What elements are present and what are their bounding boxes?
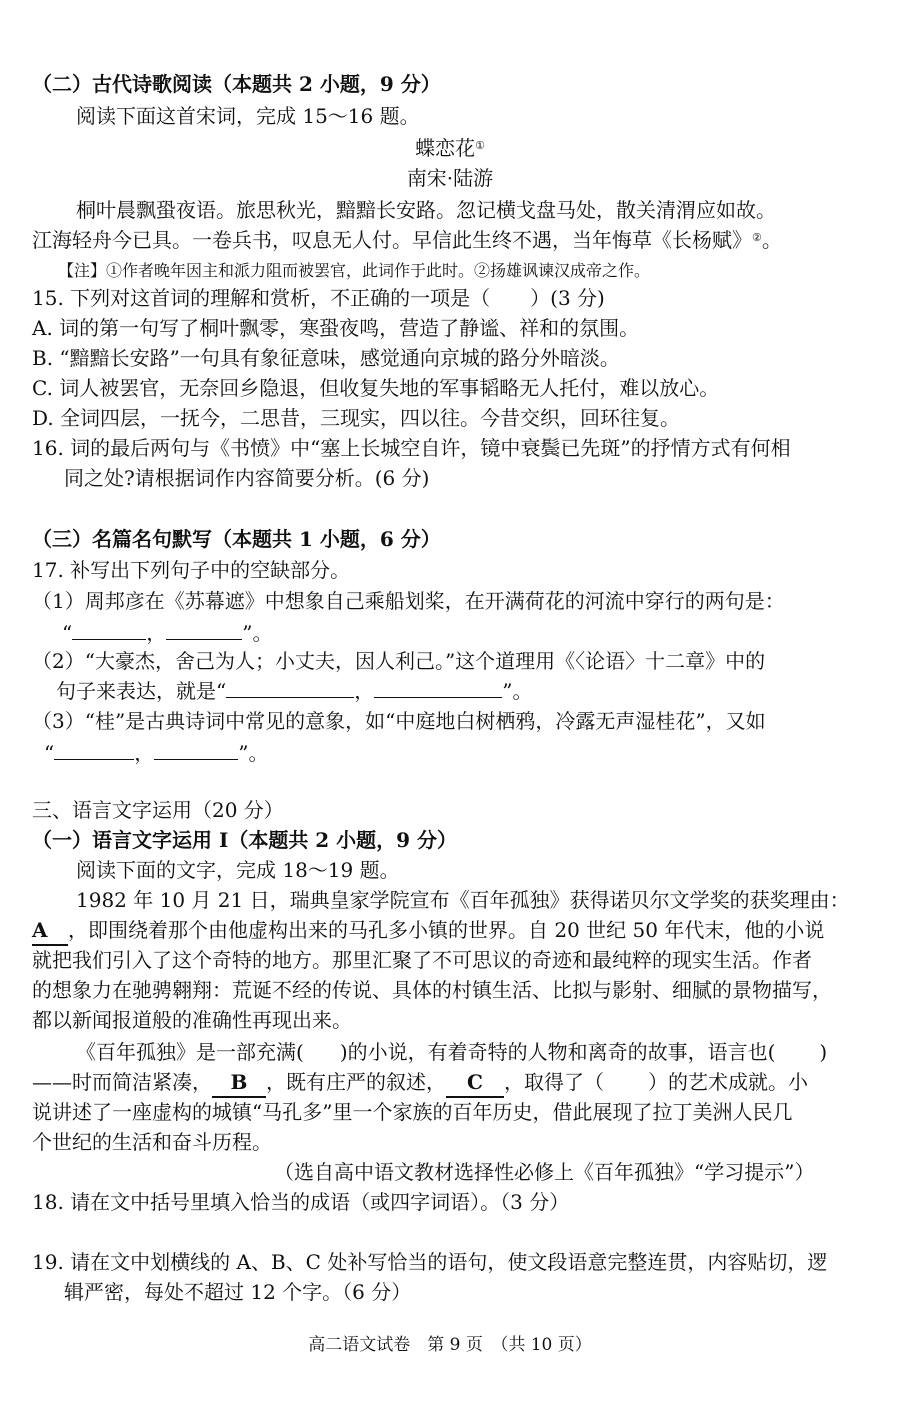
q17-item-2-answer: 句子来表达，就是“ ， ”。 xyxy=(56,679,533,703)
passage-p2-line-1: 《百年孤独》是一部充满( )的小说，有着奇特的人物和离奇的故事，语言也( ) xyxy=(76,1040,828,1064)
answer-blank[interactable] xyxy=(72,619,146,640)
poem-title: 蝶恋花① xyxy=(415,136,485,160)
question-19-line-2: 辑严密，每处不超过 12 个字。（6 分） xyxy=(64,1280,412,1304)
question-15: 15. 下列对这首词的理解和赏析，不正确的一项是（ ）(3 分) xyxy=(32,286,605,310)
language-intro: 阅读下面的文字，完成 18～19 题。 xyxy=(76,858,400,882)
answer-blank[interactable] xyxy=(54,739,134,760)
q17-item-1-answer: “ ， ”。 xyxy=(62,621,273,645)
q17-item-3: （3）“桂”是古典诗词中常见的意象，如“中庭地白树栖鸦，冷露无声湿桂花”，又如 xyxy=(32,709,766,733)
answer-blank[interactable] xyxy=(374,677,502,698)
passage-p1-line-3: 就把我们引入了这个奇特的地方。那里汇聚了不可思议的奇迹和最纯粹的现实生活。作者 xyxy=(32,948,812,972)
question-16-line-1: 16. 词的最后两句与《书愤》中“塞上长城空自许，镜中衰鬓已先斑”的抒情方式有何相 xyxy=(32,436,791,460)
blank-c[interactable]: C xyxy=(446,1068,504,1098)
section-header-dictation: （三）名篇名句默写（本题共 1 小题，6 分） xyxy=(32,527,441,551)
page-footer: 高二语文试卷 第 9 页 （共 10 页） xyxy=(308,1335,592,1355)
answer-blank[interactable] xyxy=(154,739,238,760)
q17-item-2: （2）“大豪杰，舍己为人；小丈夫，因人利己。”这个道理用《〈论语〉十二章》中的 xyxy=(32,649,766,673)
q15-option-b: B. “黯黯长安路”一句具有象征意味，感觉通向京城的路分外暗淡。 xyxy=(32,346,620,370)
passage-p1-line-5: 都以新闻报道般的准确性再现出来。 xyxy=(32,1008,352,1032)
q17-item-1: （1）周邦彦在《苏幕遮》中想象自己乘船划桨，在开满荷花的河流中穿行的两句是： xyxy=(32,589,785,613)
poetry-intro: 阅读下面这首宋词，完成 15～16 题。 xyxy=(76,104,420,128)
passage-p2-line-2: ——时而简洁紧凑， B ，既有庄严的叙述， C ，取得了（ ）的艺术成就。小 xyxy=(32,1068,808,1098)
passage-p1-line-1: 1982 年 10 月 21 日，瑞典皇家学院宣布《百年孤独》获得诺贝尔文学奖的获奖理由： xyxy=(76,888,850,912)
poem-annotation: 【注】①作者晚年因主和派力阻而被罢官，此词作于此时。②扬雄讽谏汉成帝之作。 xyxy=(58,261,651,280)
question-17: 17. 补写出下列句子中的空缺部分。 xyxy=(32,558,351,582)
passage-source: （选自高中语文教材选择性必修上《百年孤独》“学习提示”） xyxy=(274,1160,815,1184)
q17-item-3-answer: “ ， ”。 xyxy=(44,741,269,765)
poem-line-2: 江海轻舟今已具。一卷兵书，叹息无人付。早信此生终不遇，当年悔草《长杨赋》②。 xyxy=(32,228,782,252)
blank-a[interactable]: A xyxy=(32,916,68,946)
question-19-line-1: 19. 请在文中划横线的 A、B、C 处补写恰当的语句，使文段语意完整连贯，内容贴切，逻 xyxy=(32,1250,828,1274)
question-16-line-2: 同之处?请根据词作内容简要分析。(6 分) xyxy=(64,466,430,490)
passage-p1-line-4: 的想象力在驰骋翱翔：荒诞不经的传说、具体的村镇生活、比拟与影射、细腻的景物描写， xyxy=(32,978,832,1002)
passage-p2-line-3: 说讲述了一座虚构的城镇“马孔多”里一个家族的百年历史，借此展现了拉丁美洲人民几 xyxy=(32,1100,793,1124)
q15-option-d: D. 全词四层，一抚今，二思昔，三现实，四以往。今昔交织，回环往复。 xyxy=(32,406,681,430)
part-header-language: 三、语言文字运用（20 分） xyxy=(32,798,284,822)
section-header-language-1: （一）语言文字运用 I（本题共 2 小题，9 分） xyxy=(32,828,458,852)
question-18: 18. 请在文中括号里填入恰当的成语（或四字词语）。（3 分） xyxy=(32,1190,570,1214)
poem-line-1: 桐叶晨飘蛩夜语。旅思秋光，黯黯长安路。忽记横戈盘马处，散关清渭应如故。 xyxy=(76,198,776,222)
answer-blank[interactable] xyxy=(166,619,242,640)
section-header-poetry: （二）古代诗歌阅读（本题共 2 小题，9 分） xyxy=(32,72,441,96)
q15-option-c: C. 词人被罢官，无奈回乡隐退，但收复失地的军事韬略无人托付，难以放心。 xyxy=(32,376,720,400)
passage-p2-line-4: 个世纪的生活和奋斗历程。 xyxy=(32,1130,272,1154)
passage-p1-line-2: A ，即围绕着那个由他虚构出来的马孔多小镇的世界。自 20 世纪 50 年代末，他的小说 xyxy=(32,916,824,946)
q15-option-a: A. 词的第一句写了桐叶飘零，寒蛩夜鸣，营造了静谧、祥和的氛围。 xyxy=(32,316,640,340)
answer-blank[interactable] xyxy=(226,677,354,698)
blank-b[interactable]: B xyxy=(212,1068,266,1098)
poem-author: 南宋·陆游 xyxy=(406,166,494,190)
